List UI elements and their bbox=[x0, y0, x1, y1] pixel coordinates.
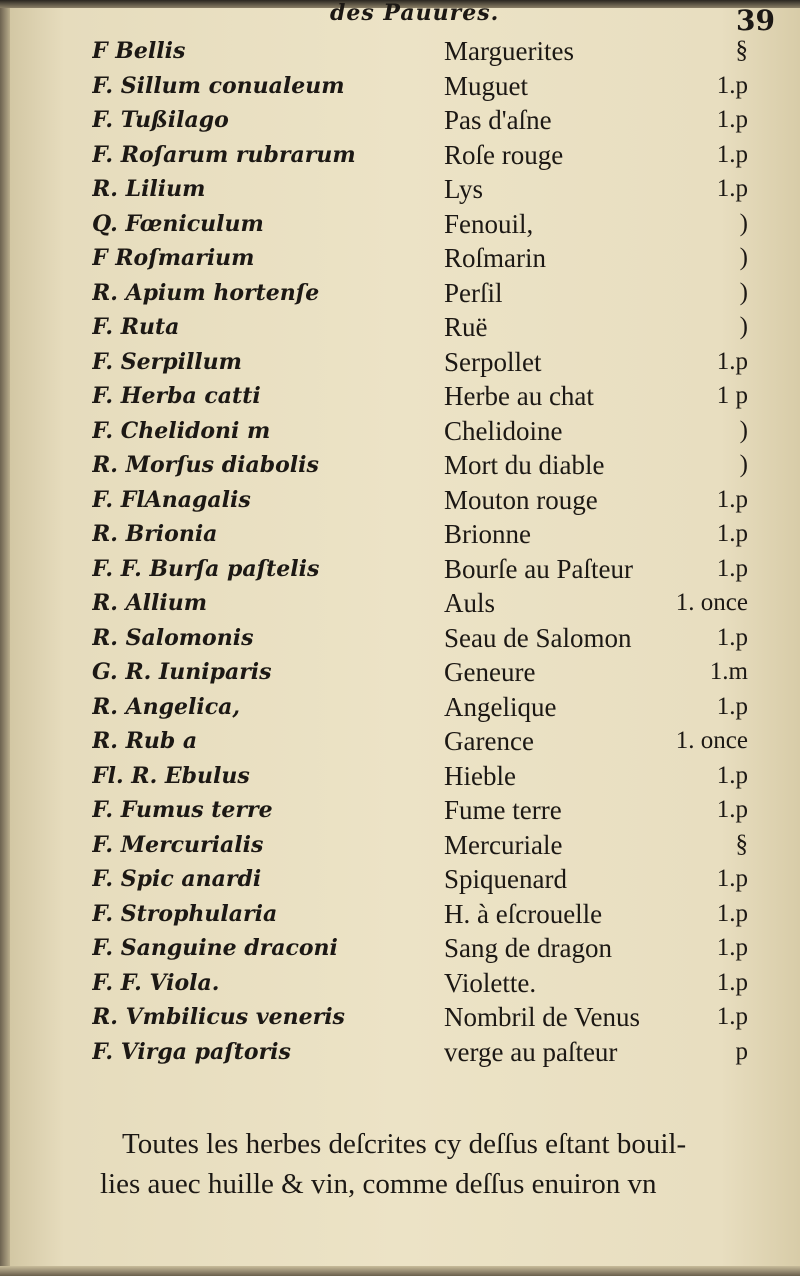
list-item bbox=[0, 241, 800, 276]
french-name: Auls bbox=[444, 588, 496, 618]
french-name: Ruë bbox=[444, 312, 488, 342]
french-name: H. à eſcrouelle bbox=[444, 898, 603, 929]
footer-paragraph bbox=[100, 1124, 760, 1204]
page-bottom-edge bbox=[0, 1266, 800, 1276]
list-item bbox=[0, 759, 800, 794]
french-name: Garence bbox=[444, 726, 534, 756]
latin-name: F. Sanguine draconi bbox=[92, 935, 338, 961]
list-item bbox=[0, 1035, 800, 1070]
latin-name: R. Salomonis bbox=[92, 624, 254, 651]
dose-amount: 1.p bbox=[716, 554, 748, 582]
french-name: Roſe rouge bbox=[444, 139, 564, 170]
list-item bbox=[0, 310, 800, 345]
list-item bbox=[0, 724, 800, 759]
french-name: Marguerites bbox=[444, 36, 574, 66]
list-item bbox=[0, 517, 800, 552]
latin-name: R. Rub a bbox=[92, 728, 198, 754]
latin-name: R. Lilium bbox=[92, 176, 206, 202]
dose-amount: 1.p bbox=[716, 692, 748, 720]
dose-amount: § bbox=[735, 37, 748, 64]
footer-line-1: Toutes les herbes deſcrites cy deſſus eſtant bouil- bbox=[122, 1128, 687, 1160]
french-name: Hieble bbox=[444, 760, 516, 791]
list-item bbox=[0, 276, 800, 311]
latin-name: F Roſmarium bbox=[92, 245, 255, 271]
dose-amount: 1.p bbox=[716, 865, 748, 892]
latin-name: G. R. Iuniparis bbox=[92, 659, 272, 685]
dose-amount: 1.p bbox=[716, 71, 748, 99]
french-name: Fenouil, bbox=[444, 208, 534, 239]
latin-name: R. Morſus diabolis bbox=[92, 452, 319, 478]
dose-amount: 1.p bbox=[716, 347, 748, 375]
dose-amount: 1.p bbox=[716, 175, 748, 202]
list-item bbox=[0, 897, 800, 932]
latin-name: F. Chelidoni m bbox=[92, 417, 271, 444]
latin-name: F. Ruta bbox=[92, 314, 180, 340]
french-name: Perſil bbox=[444, 277, 503, 308]
latin-name: F Bellis bbox=[92, 38, 186, 64]
french-name: Roſmarin bbox=[444, 243, 546, 273]
running-head: des Pauures. bbox=[330, 0, 500, 26]
latin-name: R. Apium hortenſe bbox=[92, 279, 320, 306]
dose-amount: 1.p bbox=[716, 485, 748, 513]
latin-name: Fl. R. Ebulus bbox=[92, 762, 250, 789]
page-number: 39 bbox=[736, 4, 775, 37]
french-name: Nombril de Venus bbox=[444, 1002, 640, 1032]
french-name: Lys bbox=[444, 174, 484, 204]
french-name: Violette. bbox=[444, 967, 537, 998]
french-name: Serpollet bbox=[444, 346, 542, 377]
list-item bbox=[0, 1000, 800, 1035]
french-name: Sang de dragon bbox=[444, 933, 612, 963]
list-item bbox=[0, 828, 800, 863]
dose-amount: 1.p bbox=[716, 140, 748, 168]
french-name: Seau de Salomon bbox=[444, 622, 632, 653]
latin-name: F. F. Viola. bbox=[92, 969, 220, 996]
dose-amount: ) bbox=[739, 278, 748, 306]
latin-name: R. Allium bbox=[92, 590, 208, 616]
list-item bbox=[0, 34, 800, 69]
latin-name: R. Brionia bbox=[92, 521, 218, 547]
dose-amount: 1.p bbox=[716, 934, 748, 961]
french-name: Chelidoine bbox=[444, 415, 563, 446]
dose-amount: ) bbox=[739, 451, 748, 478]
list-item bbox=[0, 793, 800, 828]
latin-name: F. Herba catti bbox=[92, 383, 261, 409]
list-item bbox=[0, 103, 800, 138]
list-item bbox=[0, 69, 800, 104]
dose-amount: 1.p bbox=[716, 968, 748, 996]
dose-amount: 1.p bbox=[716, 761, 748, 789]
french-name: Geneure bbox=[444, 657, 536, 687]
list-item bbox=[0, 483, 800, 518]
french-name: Fume terre bbox=[444, 795, 562, 825]
list-item bbox=[0, 552, 800, 587]
french-name: verge au paſteur bbox=[444, 1036, 618, 1067]
list-item bbox=[0, 966, 800, 1001]
dose-amount: p bbox=[735, 1037, 748, 1065]
latin-name: F. Strophularia bbox=[92, 900, 278, 927]
list-item bbox=[0, 586, 800, 621]
latin-name: F. Mercurialis bbox=[92, 831, 264, 858]
french-name: Spiquenard bbox=[444, 864, 567, 894]
french-name: Brionne bbox=[444, 519, 531, 549]
latin-name: F. Tußilago bbox=[92, 107, 229, 133]
latin-name: F. F. Burſa paſtelis bbox=[92, 555, 320, 582]
list-item bbox=[0, 172, 800, 207]
french-name: Angelique bbox=[444, 691, 557, 722]
dose-amount: 1.p bbox=[716, 520, 748, 547]
dose-amount: 1.p bbox=[716, 106, 748, 133]
list-item bbox=[0, 621, 800, 656]
herb-list bbox=[0, 34, 800, 1069]
dose-amount: ) bbox=[739, 209, 748, 237]
dose-amount: 1. once bbox=[675, 589, 748, 616]
french-name: Mouton rouge bbox=[444, 484, 598, 515]
list-item bbox=[0, 862, 800, 897]
dose-amount: 1.m bbox=[709, 658, 748, 685]
latin-name: F. Serpillum bbox=[92, 348, 242, 375]
dose-amount: 1.p bbox=[716, 899, 748, 927]
list-item bbox=[0, 138, 800, 173]
dose-amount: ) bbox=[739, 313, 748, 340]
list-item bbox=[0, 207, 800, 242]
latin-name: F. Virga paſtoris bbox=[92, 1038, 291, 1065]
dose-amount: § bbox=[735, 830, 748, 858]
latin-name: F. Roſarum rubrarum bbox=[92, 141, 356, 168]
latin-name: F. Spic anardi bbox=[92, 866, 262, 892]
list-item bbox=[0, 345, 800, 380]
latin-name: F. FlAnagalis bbox=[92, 486, 251, 513]
dose-amount: 1.p bbox=[716, 796, 748, 823]
latin-name: F. Sillum conualeum bbox=[92, 72, 345, 99]
list-item bbox=[0, 414, 800, 449]
latin-name: R. Angelica, bbox=[92, 693, 241, 720]
french-name: Pas d'aſne bbox=[444, 105, 552, 135]
french-name: Mercuriale bbox=[444, 829, 563, 860]
dose-amount: ) bbox=[739, 416, 748, 444]
list-item bbox=[0, 931, 800, 966]
french-name: Herbe au chat bbox=[444, 381, 594, 411]
list-item bbox=[0, 379, 800, 414]
french-name: Muguet bbox=[444, 70, 528, 101]
french-name: Bourſe au Paſteur bbox=[444, 553, 633, 584]
latin-name: R. Vmbilicus veneris bbox=[92, 1004, 345, 1030]
dose-amount: ) bbox=[739, 244, 748, 271]
latin-name: F. Fumus terre bbox=[92, 797, 273, 823]
french-name: Mort du diable bbox=[444, 450, 605, 480]
dose-amount: 1.p bbox=[716, 1003, 748, 1030]
footer-line-2: lies auec huille & vin, comme deſſus enuiron vn bbox=[100, 1168, 657, 1200]
dose-amount: 1. once bbox=[675, 727, 748, 754]
dose-amount: 1.p bbox=[716, 623, 748, 651]
list-item bbox=[0, 448, 800, 483]
list-item bbox=[0, 690, 800, 725]
list-item bbox=[0, 655, 800, 690]
latin-name: Q. Fœniculum bbox=[92, 210, 264, 237]
dose-amount: 1 p bbox=[716, 382, 748, 409]
